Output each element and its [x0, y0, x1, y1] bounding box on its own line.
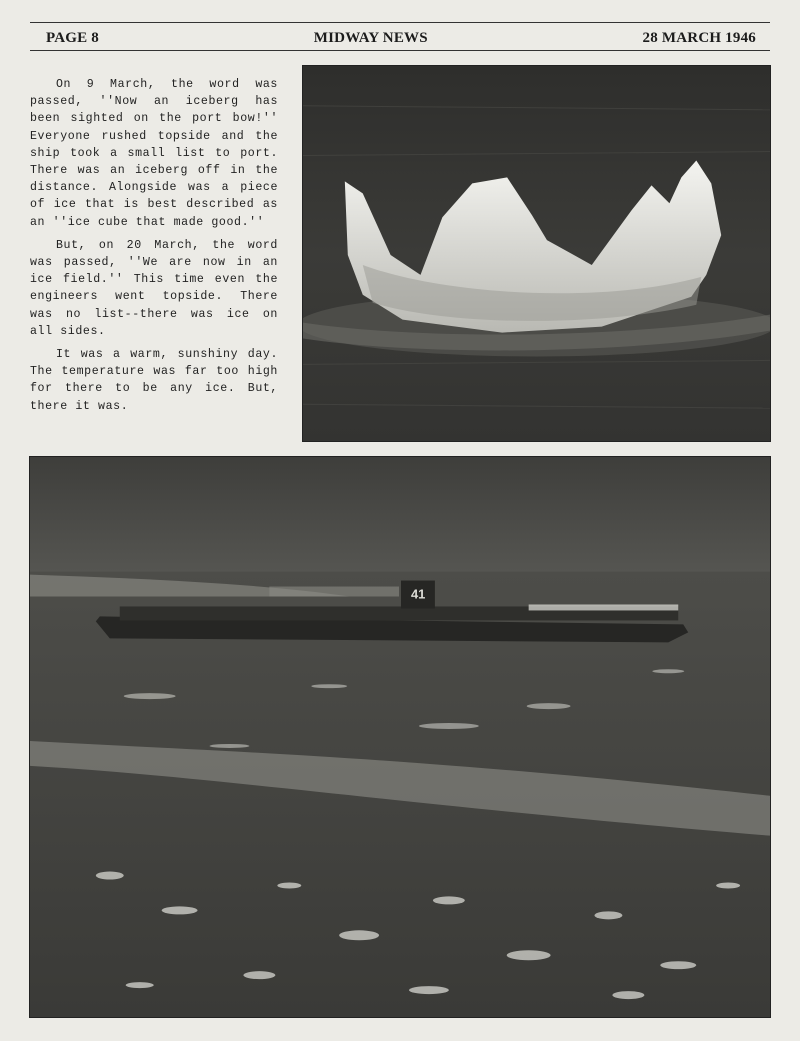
carrier-photo [29, 456, 771, 1018]
header-bottom-rule [30, 50, 770, 51]
hull-number: 41 [410, 586, 426, 602]
iceberg-photo [302, 65, 771, 442]
article-text [30, 76, 278, 421]
article-paragraph: It was a warm, sunshiny day. The temperature was far too high for there to be any ice. But, there it was. [30, 348, 278, 413]
article-paragraph: On 9 March, the word was passed, ''Now an iceberg has been sighted on the port bow!'' Everyone rushed topside and the ship took a small list to port. There was an iceberg off in the distance. Alongside was a piece of ice that is best described as an ''ice cube that made good.'' [30, 78, 278, 229]
page-number: PAGE 8 [46, 29, 100, 46]
issue-date: 28 MARCH 1946 [642, 29, 756, 46]
article-paragraph: But, on 20 March, the word was passed, ''We are now in an ice field.'' This time even the engineers went topside. There was no list--there was ice on all sides. [30, 238, 278, 338]
carrier-image [30, 457, 770, 1017]
publication-title: MIDWAY NEWS [313, 29, 428, 46]
header-top-rule [30, 22, 770, 23]
iceberg-image [303, 66, 770, 441]
page-header [46, 28, 756, 48]
